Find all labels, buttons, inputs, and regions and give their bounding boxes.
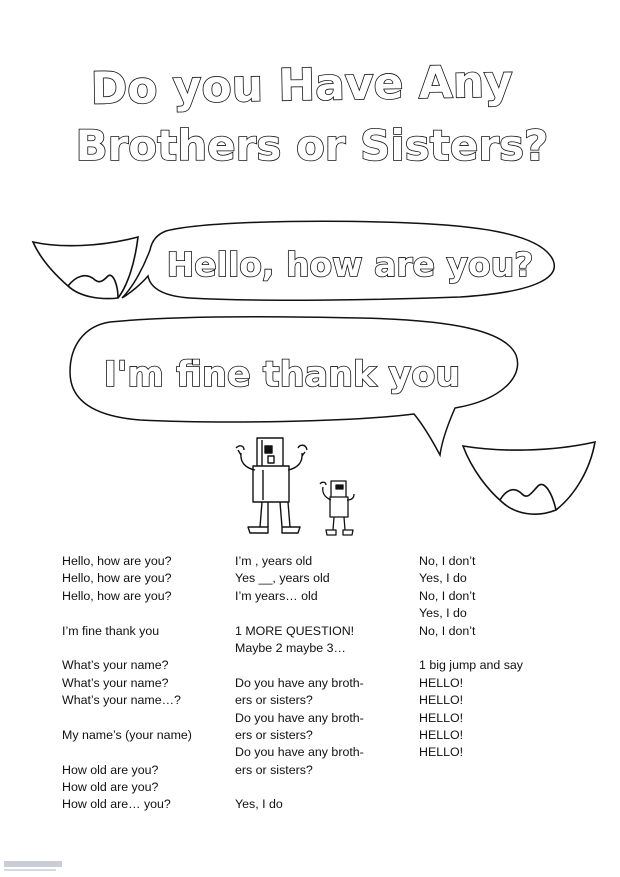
lyric-line: Hello, how are you? — [62, 571, 172, 586]
lyric-line: HELLO! — [419, 745, 464, 760]
lyric-line: No, I don’t — [419, 554, 476, 568]
lyric-line: How old are… you? — [62, 797, 171, 812]
lyric-line: HELLO! — [419, 693, 464, 708]
lyric-line: I’m fine thank you — [62, 623, 160, 638]
lyric-line: I’m years… old — [235, 588, 318, 603]
stanza-gap — [62, 605, 222, 622]
lyric-line: Hello, how are you? — [62, 588, 172, 603]
mouth-right-icon — [463, 442, 595, 514]
stanza-gap — [419, 640, 569, 657]
lyric-line: Yes, I do — [235, 797, 283, 812]
lyric-line: HELLO! — [419, 675, 464, 690]
lyric-line: ers or sisters? — [235, 762, 313, 777]
mouth-left-icon — [33, 237, 138, 299]
lyrics-column-1 — [62, 553, 222, 814]
lyric-line: HELLO! — [419, 710, 464, 725]
lyric-line: Do you have any broth- — [235, 745, 364, 760]
greeting-bubble — [122, 221, 554, 300]
lyric-line: ers or sisters? — [235, 693, 313, 708]
lyric-line: ers or sisters? — [235, 727, 313, 742]
lyrics-column-2 — [235, 553, 395, 814]
greeting-bubble-text: Hello, how are you? — [166, 245, 534, 284]
lyric-line: I’m , years old — [235, 554, 313, 568]
lyric-line: What’s your name? — [62, 675, 169, 690]
lyric-line: 1 big jump and say — [419, 658, 524, 673]
title-line-2: Brothers or Sisters? — [75, 121, 549, 170]
stanza-gap — [62, 744, 222, 761]
small-robot-icon — [320, 481, 354, 535]
lyric-line: What’s your name? — [62, 658, 169, 673]
lyrics-column-3 — [419, 553, 569, 762]
lyric-line: No, I don’t — [419, 588, 476, 603]
stanza-gap — [62, 640, 222, 657]
reply-bubble — [70, 317, 518, 455]
publisher-logo — [4, 861, 62, 873]
lyric-line: Maybe 2 maybe 3… — [235, 640, 346, 655]
lyric-line: Yes, I do — [419, 571, 467, 586]
stanza-gap — [62, 710, 222, 727]
lyric-line: 1 MORE QUESTION! — [235, 623, 355, 638]
stanza-gap — [235, 605, 395, 622]
title-line-1: Do you Have Any — [90, 56, 514, 115]
reply-bubble-text: I'm fine thank you — [103, 355, 461, 395]
lyric-line: Yes __, years old — [235, 571, 330, 586]
lyric-line: My name’s (your name) — [62, 727, 192, 742]
lyric-line: Do you have any broth- — [235, 710, 364, 725]
lyric-line: How old are you? — [62, 762, 159, 777]
lyric-line: Hello, how are you? — [62, 554, 172, 568]
lyric-line: What’s your name…? — [62, 693, 181, 708]
stanza-gap — [235, 657, 395, 674]
stanza-gap — [235, 779, 395, 796]
big-robot-icon — [236, 438, 307, 533]
lyric-line: Do you have any broth- — [235, 675, 364, 690]
lyric-line: No, I don’t — [419, 623, 476, 638]
lyric-line: How old are you? — [62, 780, 159, 795]
lyric-line: HELLO! — [419, 727, 464, 742]
lyric-line: Yes, I do — [419, 606, 467, 621]
